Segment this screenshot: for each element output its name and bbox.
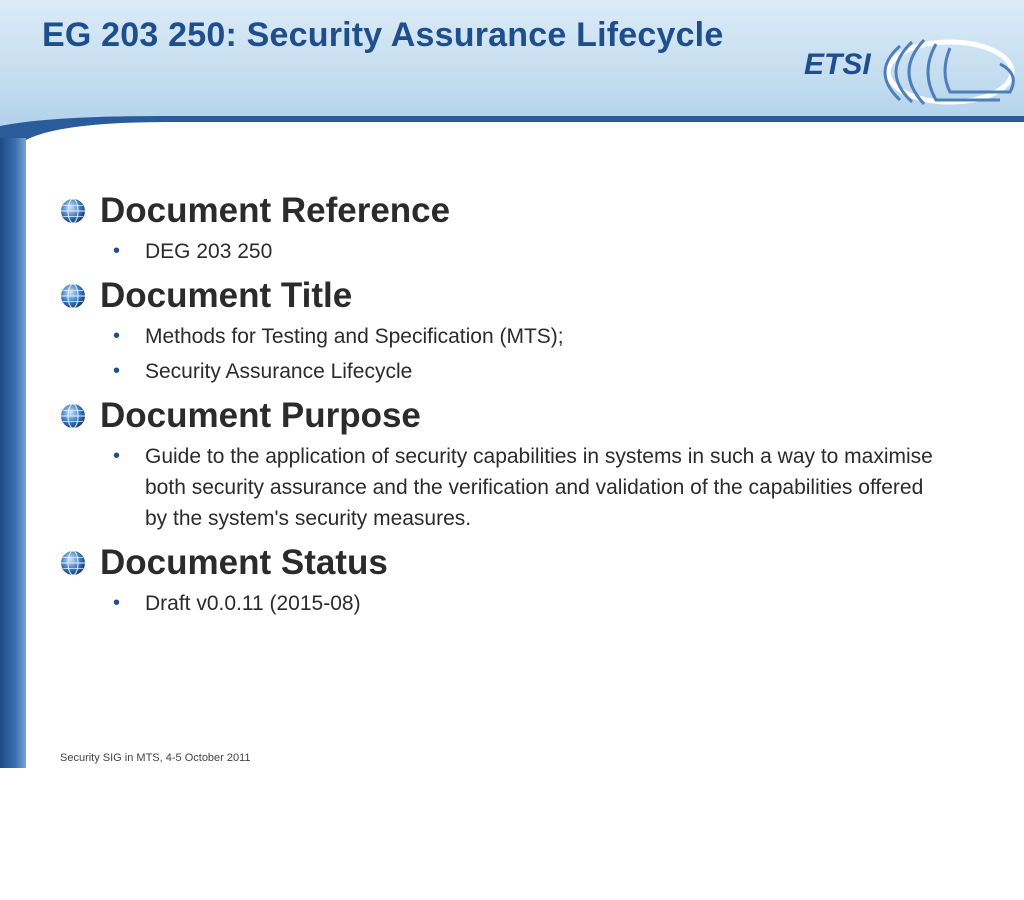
section-heading: Document Status (100, 543, 388, 582)
section-document-purpose (60, 393, 980, 534)
section-heading: Document Reference (100, 191, 451, 230)
etsi-logo (800, 34, 1024, 106)
globe-icon (60, 198, 86, 224)
bullet-item: • Guide to the application of security capabilities in systems in such a way to maximise both security assurance and the verification and validation of the capabilities offered by the system's security measures. (113, 445, 933, 530)
globe-icon (60, 283, 86, 309)
globe-icon (60, 403, 86, 429)
globe-icon (60, 550, 86, 576)
footer-text: Security SIG in MTS, 4-5 October 2011 (60, 752, 251, 764)
section-heading: Document Title (100, 276, 353, 315)
bullet-item: • Draft v0.0.11 (2015-08) (113, 592, 361, 615)
section-document-reference (60, 188, 980, 267)
section-document-status (60, 540, 980, 619)
section-document-title (60, 273, 980, 387)
slide-title: EG 203 250: Security Assurance Lifecycle (42, 16, 724, 54)
bullet-item: • DEG 203 250 (113, 240, 273, 263)
left-accent-bar (0, 138, 26, 900)
bullet-item: • Security Assurance Lifecycle (113, 360, 413, 383)
slide-header (0, 0, 1024, 150)
svg-text:ETSI: ETSI (804, 48, 871, 81)
page-number: 3 (9, 888, 17, 900)
bullet-item: • Methods for Testing and Specification (MTS); (113, 325, 564, 348)
slide-content (60, 188, 980, 625)
section-heading: Document Purpose (100, 396, 421, 435)
